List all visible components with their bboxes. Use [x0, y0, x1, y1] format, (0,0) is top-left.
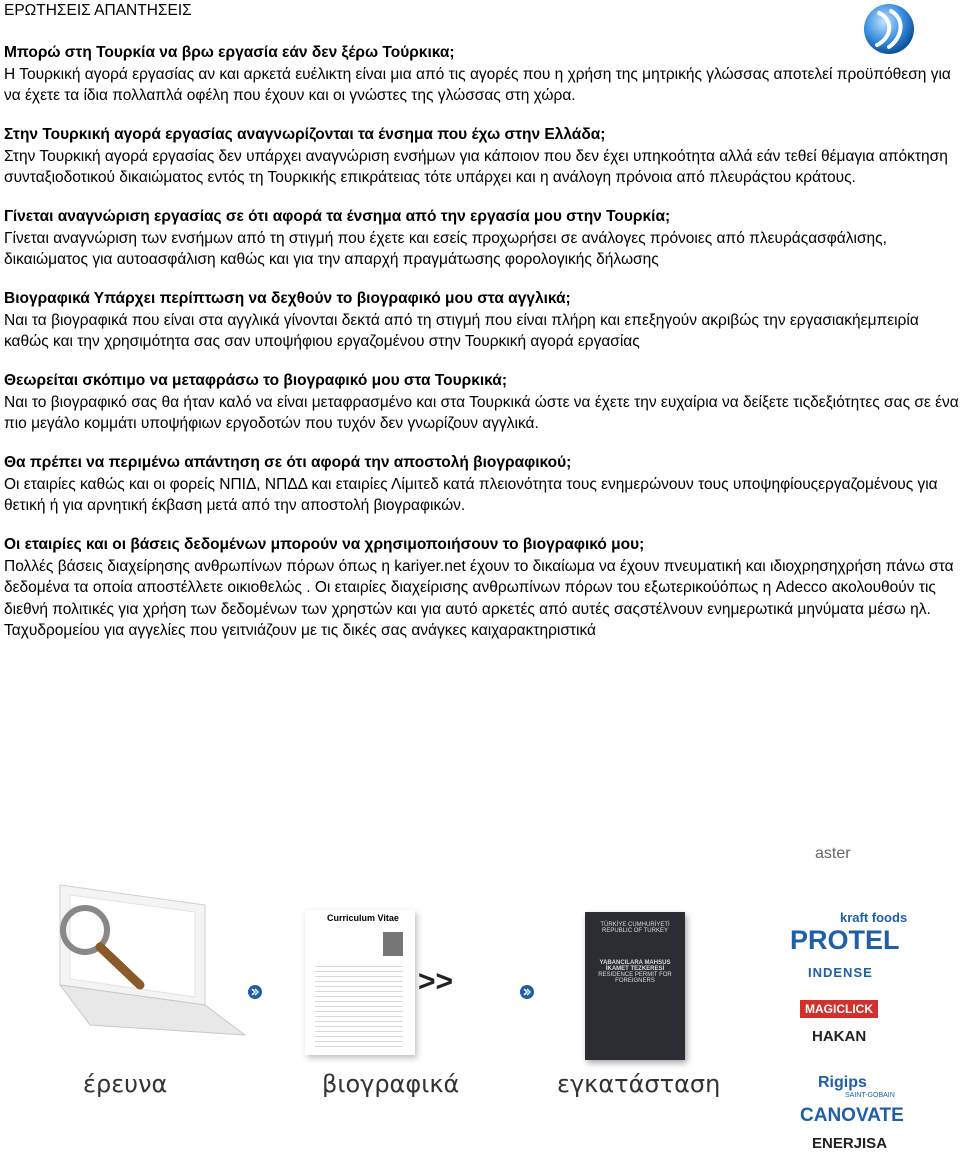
arrows-icon: >> — [418, 965, 454, 998]
brand-logo: aster — [815, 845, 851, 862]
answer: Ναι τα βιογραφικά που είναι στα αγγλικά γίνονται δεκτά από τη στιγμή που είναι πλήρη και επεξηγούν ακριβώς την εργασιακήεμπειρία καθώς και την χρησιμότητα σας σαν υποψήφιου εργαζομένου στην Τουρκική αγορά εργασίας — [4, 311, 919, 350]
cv-document — [305, 910, 415, 1055]
qa-item — [4, 206, 960, 271]
answer: Οι εταιρίες καθώς και οι φορείς ΝΠΙΔ, ΝΠΔΔ και εταιρίες Λίμιτεδ κατά πλειονότητα τους ενημερώνουν τους υποψηφίουςεργαζομένους για θετική ή για αρνητική έκβαση μετά από την αποστολή βιογραφικών. — [4, 475, 938, 514]
qa-item — [4, 370, 960, 435]
laptop-magnifier-icon — [30, 875, 255, 1045]
answer: Γίνεται αναγνώριση των ενσήμων από τη στιγμή που έχετε και εσείς προχωρήσει σε ανάλογες πρόνοιες από πλευράςασφάλισης, δικαιώματος για αυτοασφάλιση καθώς και για την απαρχή πραγμάτωσης φορολογικής δήλωσης — [4, 229, 887, 268]
page-title: ΕΡΩΤΗΣΕΙΣ ΑΠΑΝΤΗΣΕΙΣ — [4, 2, 192, 19]
brand-logo: SAINT-GOBAIN — [845, 1092, 895, 1099]
question: Θα πρέπει να περιμένω απάντηση σε ότι αφορά την αποστολή βιογραφικού; — [4, 454, 572, 471]
cv-photo — [383, 932, 403, 956]
answer: Ναι το βιογραφικό σας θα ήταν καλό να είναι μεταφρασμένο και στα Τουρκικά ώστε να έχετε την ευχαίρια να δείξετε τιςδεξιότητες σας σε ένα πιο μεγάλο κομμάτι υποψήφιων εργοδοτών που τυχόν δεν γνωρίζουν αγγλικά. — [4, 393, 959, 432]
permit-line: TÜRKİYE CUMHURİYETİ — [600, 922, 670, 928]
step-label: εγκατάσταση — [557, 1070, 721, 1098]
qa-item — [4, 42, 960, 107]
qa-item — [4, 124, 960, 189]
permit-line: YABANCILARA MAHSUS — [599, 960, 671, 966]
brand-logo: ENERJISA — [812, 1135, 888, 1152]
question: Μπορώ στη Τουρκία να βρω εργασία εάν δεν ξέρω Τούρκικα; — [4, 44, 455, 61]
permit-line: REPUBLIC OF TURKEY — [602, 928, 668, 934]
brand-logo: CANOVATE — [800, 1105, 904, 1126]
question: Βιογραφικά Υπάρχει περίπτωση να δεχθούν το βιογραφικό μου στα αγγλικά; — [4, 290, 571, 307]
brand-logo: HAKAN — [812, 1028, 867, 1045]
cv-title: Curriculum Vitae — [327, 913, 399, 923]
answer: Η Τουρκική αγορά εργασίας αν και αρκετά ευέλικτη είναι μια από τις αγορές που η χρήση της μητρικής γλώσσας αποτελεί προϋπόθεση για να έχετε τα ίδια πολλαπλά οφέλη που έχουν και οι γνώστες της γλώσσας στη χώρα. — [4, 65, 951, 104]
question: Γίνεται αναγνώριση εργασίας σε ότι αφορά τα ένσημα από την εργασία μου στην Τουρκία; — [4, 208, 671, 225]
question: Θεωρείται σκόπιμο να μεταφράσω το βιογραφικό μου στα Τουρκικά; — [4, 372, 508, 389]
brand-logo: kraft foods — [840, 910, 908, 925]
qa-item — [4, 452, 960, 517]
question: Στην Τουρκική αγορά εργασίας αναγνωρίζονται τα ένσημα που έχω στην Ελλάδα; — [4, 126, 606, 143]
chevron-right-icon — [520, 985, 534, 999]
qa-list — [4, 42, 960, 659]
answer: Πολλές βάσεις διαχείρησης ανθρωπίνων πόρων όπως η kariyer.net έχουν το δικαίωμα να έχουν πνευματική και ιδιοχρησηχρήση πάνω στα δεδομένα τα οποία αποστέλλετε οικιοθελώς . Οι εταιρίες διαχείρισης ανθρωπίνων πόρων του εξωτερικούόπως η Adecco ακολουθούν τις διεθνή πολιτικές για χρήση των δεδομένων των χρηστών και για αυτό αρκετές από αυτές σαςστέλνουν ενημερωτικά μηνύματα μέσω ηλ. Ταχυδρομείου για αγγελίες που γειτνιάζουν με τις δικές σας ανάγκες καιχαρακτηριστικά — [4, 557, 954, 639]
brand-logo: MAGICLICK — [800, 1000, 878, 1018]
cv-lines — [315, 962, 403, 1047]
brand-logo: PROTEL — [790, 925, 900, 955]
permit-line: RESIDENCE PERMIT FOR FOREIGNERS — [598, 972, 672, 984]
process-illustration — [0, 830, 960, 1165]
chevron-right-icon — [248, 985, 262, 999]
question: Οι εταιρίες και οι βάσεις δεδομένων μπορούν να χρησιμοποιήσουν το βιογραφικό μου; — [4, 536, 645, 553]
step-label: έρευνα — [83, 1070, 168, 1098]
brand-logo: Rigips — [818, 1074, 867, 1091]
brand-logo: INDENSE — [808, 965, 873, 980]
permit-line: İKAMET TEZKERESİ — [605, 966, 665, 972]
residence-permit — [585, 912, 685, 1060]
step-label: βιογραφικά — [322, 1070, 460, 1098]
answer: Στην Τουρκική αγορά εργασίας δεν υπάρχει αναγνώριση ενσήμων για κάποιον που δεν έχει υπηκοότητα αλλά εάν τεθεί θέμαγια απόκτηση συνταξιοδοτικού δικαιώματος εντός τη Τουρκικής επικράτειας τότε υπάρχει και η ανάλογη πρόνοια από πλευράςτου κράτους. — [4, 147, 948, 186]
qa-item — [4, 288, 960, 353]
qa-item — [4, 534, 960, 642]
